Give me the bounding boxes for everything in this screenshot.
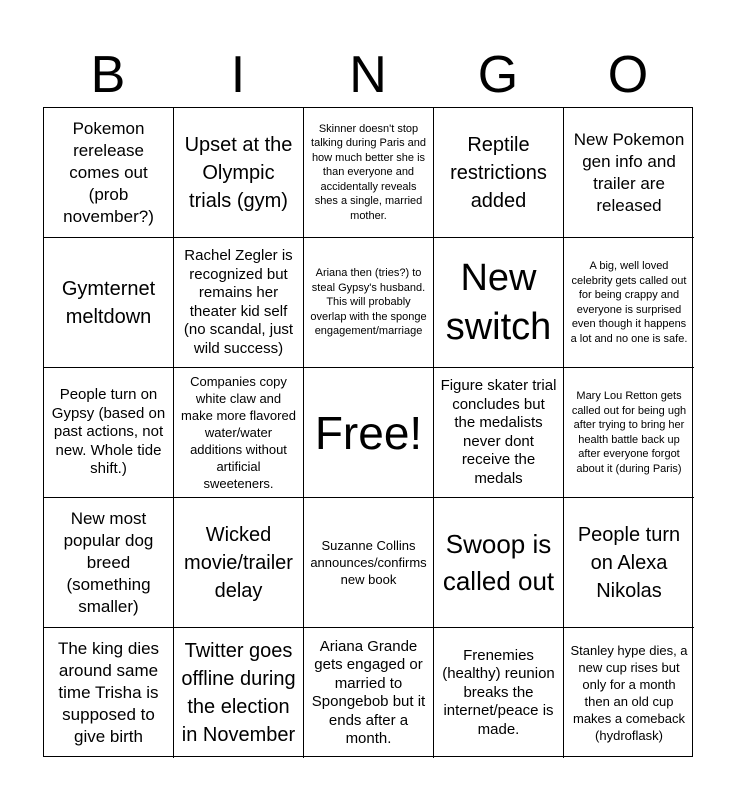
- bingo-cell[interactable]: People turn on Gypsy (based on past actions, not new. Whole tide shift.): [44, 368, 174, 498]
- bingo-cell[interactable]: New most popular dog breed (something smaller): [44, 498, 174, 628]
- bingo-cell[interactable]: Suzanne Collins announces/confirms new book: [304, 498, 434, 628]
- header-letter-i: I: [230, 46, 246, 104]
- bingo-cell[interactable]: Companies copy white claw and make more flavored water/water additions without artificial sweeteners.: [174, 368, 304, 498]
- bingo-cell[interactable]: Reptile restrictions added: [434, 108, 564, 238]
- bingo-cell[interactable]: Twitter goes offline during the election in November: [174, 628, 304, 758]
- bingo-cell[interactable]: Ariana Grande gets engaged or married to Spongebob but it ends after a month.: [304, 628, 434, 758]
- bingo-cell[interactable]: Skinner doesn't stop talking during Paris and how much better she is than everyone and accidentally reveals shes a single, married mother.: [304, 108, 434, 238]
- bingo-cell[interactable]: Swoop is called out: [434, 498, 564, 628]
- header-letter-n: N: [349, 46, 387, 104]
- bingo-board: [43, 107, 693, 757]
- bingo-cell[interactable]: Pokemon rerelease comes out (prob november?): [44, 108, 174, 238]
- header-letter-b: B: [90, 46, 126, 104]
- bingo-header: [43, 44, 693, 106]
- header-letter-o: O: [607, 46, 649, 104]
- bingo-cell[interactable]: The king dies around same time Trisha is supposed to give birth: [44, 628, 174, 758]
- bingo-cell[interactable]: Rachel Zegler is recognized but remains her theater kid self (no scandal, just wild success): [174, 238, 304, 368]
- bingo-cell[interactable]: People turn on Alexa Nikolas: [564, 498, 694, 628]
- bingo-cell[interactable]: New Pokemon gen info and trailer are released: [564, 108, 694, 238]
- bingo-cell[interactable]: A big, well loved celebrity gets called out for being crappy and everyone is surprised even though it happens a lot and no one is safe.: [564, 238, 694, 368]
- bingo-cell[interactable]: Frenemies (healthy) reunion breaks the internet/peace is made.: [434, 628, 564, 758]
- bingo-cell[interactable]: Mary Lou Retton gets called out for being ugh after trying to bring her health battle back up after everyone forgot about it (during Paris): [564, 368, 694, 498]
- free-space-cell[interactable]: Free!: [304, 368, 434, 498]
- bingo-cell[interactable]: Figure skater trial concludes but the medalists never dont receive the medals: [434, 368, 564, 498]
- bingo-cell[interactable]: Ariana then (tries?) to steal Gypsy's husband. This will probably overlap with the sponge engagement/marriage: [304, 238, 434, 368]
- bingo-cell[interactable]: Gymternet meltdown: [44, 238, 174, 368]
- bingo-cell[interactable]: New switch: [434, 238, 564, 368]
- bingo-cell[interactable]: Stanley hype dies, a new cup rises but only for a month then an old cup makes a comeback (hydroflask): [570, 643, 688, 743]
- bingo-cell[interactable]: Upset at the Olympic trials (gym): [174, 108, 304, 238]
- header-letter-g: G: [477, 46, 519, 104]
- bingo-cell[interactable]: Wicked movie/trailer delay: [174, 498, 304, 628]
